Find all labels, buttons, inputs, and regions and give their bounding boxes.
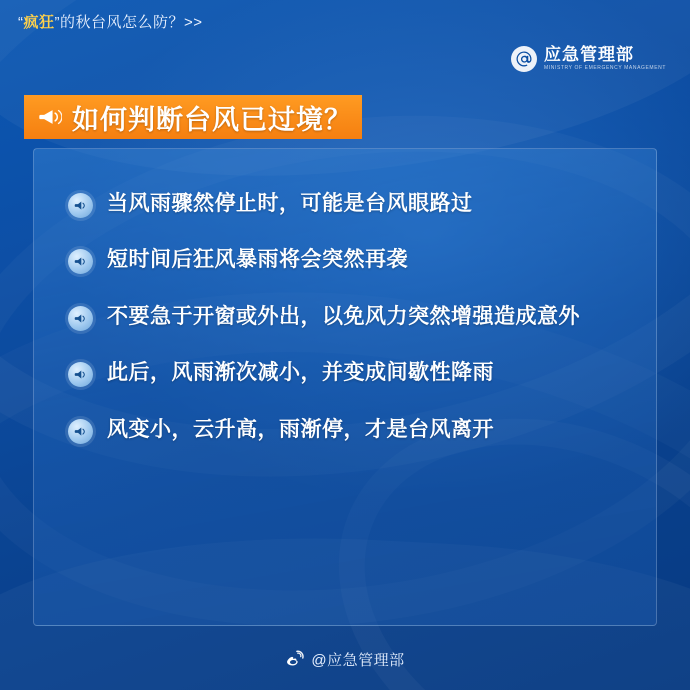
list-item [68, 415, 622, 445]
logo [511, 46, 666, 72]
list-item-text: 不要急于开窗或外出，以免风力突然增强造成意外 [107, 304, 580, 328]
list-item-text: 风变小，云升高，雨渐停，才是台风离开 [107, 417, 494, 441]
logo-text [544, 46, 666, 71]
logo-name-en: MINISTRY OF EMERGENCY MANAGEMENT [544, 65, 666, 72]
list-item-text: 当风雨骤然停止时，可能是台风眼路过 [107, 192, 473, 215]
series-title [18, 11, 203, 32]
list-item [68, 189, 622, 219]
speaker-icon [68, 362, 93, 387]
footer-handle: @应急管理部 [311, 652, 405, 669]
series-title-highlight: 疯狂 [23, 13, 55, 31]
footer [0, 649, 690, 670]
list-item-text: 此后，风雨渐次减小，并变成间歇性降雨 [107, 361, 494, 385]
speaker-icon [68, 419, 93, 444]
list-item-text: 短时间后狂风暴雨将会突然再袭 [107, 248, 408, 272]
headline [24, 95, 362, 139]
series-title-prefix: “ [18, 13, 24, 31]
megaphone-icon [38, 107, 62, 127]
list-item [68, 302, 622, 332]
tips-list [68, 189, 622, 445]
headline-text: 如何判断台风已过境？ [72, 104, 352, 135]
speaker-icon [68, 249, 93, 274]
weibo-at-icon [511, 46, 537, 72]
logo-name-cn: 应急管理部 [544, 45, 634, 65]
speaker-icon [68, 306, 93, 331]
headline-tab [24, 95, 362, 139]
content-card [33, 148, 657, 626]
list-item [68, 245, 622, 275]
list-item [68, 358, 622, 388]
series-title-suffix: ”的秋台风怎么防？>> [54, 13, 203, 31]
speaker-icon [68, 193, 93, 218]
weibo-icon [285, 650, 304, 669]
top-bar [0, 0, 690, 42]
